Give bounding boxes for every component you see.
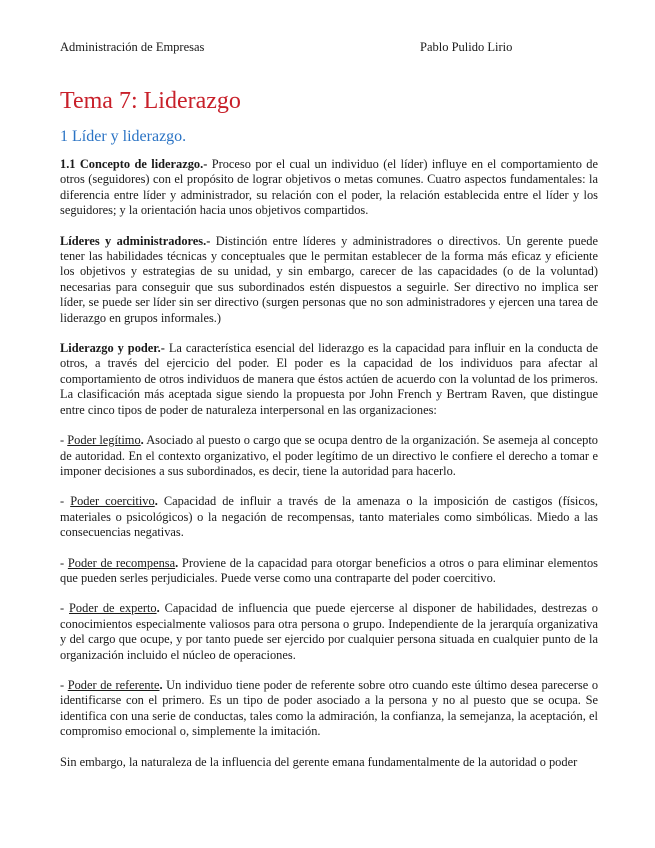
list-item-poder-experto xyxy=(60,601,598,663)
list-item-poder-recompensa xyxy=(60,556,598,587)
paragraph-lead: Liderazgo y poder.- xyxy=(60,341,165,356)
list-text: Proviene de la capacidad para otorgar beneficios a otros o para eliminar elementos que pueden serles perjudiciales. Puede verse como una contraparte del poder coercitivo. xyxy=(60,555,598,585)
list-term: Poder de referente xyxy=(67,677,160,692)
list-term: Poder de recompensa xyxy=(67,555,176,570)
paragraph-concepto-liderazgo xyxy=(60,157,598,219)
paragraph-liderazgo-poder xyxy=(60,341,598,418)
list-term-dot: . xyxy=(156,601,160,616)
list-dash: - xyxy=(60,433,68,448)
paragraph-lideres-administradores xyxy=(60,234,598,326)
list-dash: - xyxy=(60,555,68,570)
paragraph-text: Sin embargo, la naturaleza de la influencia del gerente emana fundamentalmente de la autoridad o poder xyxy=(60,754,578,769)
list-term: Poder de experto xyxy=(69,601,157,616)
paragraph-sin-embargo xyxy=(60,755,598,770)
list-text: Capacidad de influencia que puede ejercerse al disponer de habilidades, destrezas o conocimientos especialmente valiosos para otra persona o grupo. Independiente de la jerarquía organizativa y del cargo que ocupe, y por tanto puede ser ejercido por cualquier persona situada en cualquier punto de la organización incluido el núcleo de operaciones. xyxy=(60,601,598,662)
header-course: Administración de Empresas xyxy=(60,40,205,54)
header-author: Pablo Pulido Lirio xyxy=(420,40,513,54)
paragraph-lead: 1.1 Concepto de liderazgo.- xyxy=(60,157,208,171)
paragraph-text: La característica esencial del liderazgo es la capacidad para influir en la conducta de otros, a través del ejercicio del poder. El poder es la capacidad de los individuos para afectar al comportamiento de otros individuos de manera que éstos actúen de acuerdo con la voluntad de los primeros. La clasificación más aceptada sigue siendo la propuesta por John French y Bertram Raven, que distingue entre cinco tipos de poder de naturaleza interpersonal en las organizaciones: xyxy=(60,341,599,417)
list-text: Un individuo tiene poder de referente sobre otro cuando este último desea parecerse o identificarse con el primero. Es un tipo de poder asociado a la persona y no al puesto que se ocupa. Se identifica con una serie de conductas, tales como la admiración, la confianza, la semejanza, la aceptación, el compromiso emocional o, simplemente la imitación. xyxy=(60,677,599,739)
section-title: 1 Líder y liderazgo. xyxy=(60,128,187,145)
list-text: Asociado al puesto o cargo que se ocupa dentro de la organización. Se asemeja al concepto de autoridad. En el contexto organizativo, el poder legítimo de un directivo le confiere el derecho a tomar e imponer decisiones a sus subordinados, es decir, tiene la autoridad para hacerlo. xyxy=(60,433,598,478)
paragraph-text: Distinción entre líderes y administradores o directivos. Un gerente puede tener las habilidades técnicas y conceptuales que le permitan establecer de la forma más eficaz y eficiente los objetivos y estrategias de su unidad, y sin embargo, carecer de las capacidades (o de la voluntad) necesarias para conseguir que sus subordinados estén dispuestos a seguirle. Ser directivo no implica ser líder, se puede ser líder sin ser directivo (surgen personas que no son administradores y ejercen una tarea de liderazgo en grupos informales.) xyxy=(60,233,598,325)
list-item-poder-referente xyxy=(60,678,598,740)
list-item-poder-coercitivo xyxy=(60,494,598,540)
list-item-poder-legitimo xyxy=(60,433,598,479)
list-dash: - xyxy=(60,677,68,692)
list-dash: - xyxy=(60,494,71,509)
list-text: Capacidad de influir a través de la amenaza o la imposición de castigos (físicos, materiales o psicológicos) o la negación de recompensas, tanto materiales como simbólicas. Miedo a las consecuencias negativas. xyxy=(60,494,598,540)
list-dash: - xyxy=(60,601,70,616)
paragraph-text: Proceso por el cual un individuo (el líder) influye en el comportamiento de otros (seguidores) con el propósito de lograr objetivos o metas comunes. Cuatro aspectos fundamentales: la diferencia entre líder y administrador, su relación con el poder, la relación establecida entre el líder y los seguidores; y la orientación hacia unos objetivos compartidos. xyxy=(60,157,598,218)
list-term-dot: . xyxy=(159,677,163,692)
list-term-dot: . xyxy=(175,555,179,570)
paragraph-lead: Líderes y administradores.- xyxy=(60,233,211,248)
list-term-dot: . xyxy=(154,494,158,509)
list-term-dot: . xyxy=(140,433,144,448)
page-title: Tema 7: Liderazgo xyxy=(60,88,241,114)
list-term: Poder coercitivo xyxy=(70,494,155,509)
document-body xyxy=(60,157,598,770)
list-term: Poder legítimo xyxy=(67,433,141,448)
